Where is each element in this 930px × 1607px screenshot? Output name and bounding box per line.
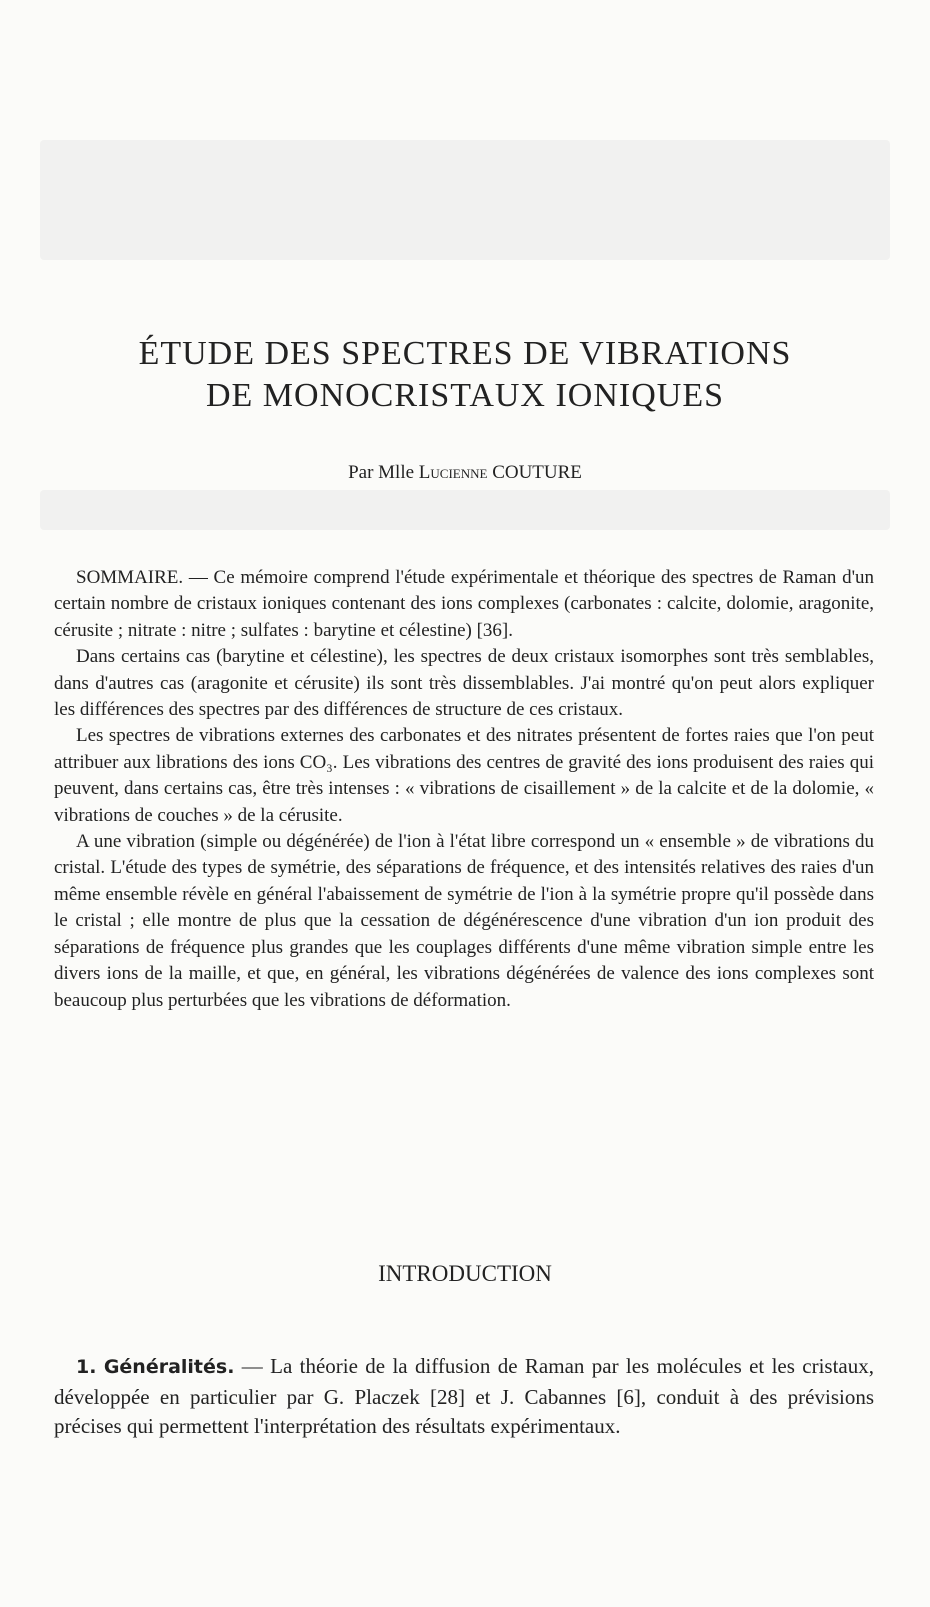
author-line [0, 462, 930, 484]
subsection-text: — La théorie de la diffusion de Raman par les molécules et les cristaux, développée en particulier par G. Placzek [28] et J. Cabannes [6], conduit à des prévisions précises qui permettent l'interprétation des résultats expérimentaux. [54, 1354, 875, 1438]
author-last-name: COUTURE [492, 462, 582, 483]
show-through-band [40, 140, 890, 260]
abstract [54, 565, 874, 1014]
subsection-number: 1. [76, 1356, 97, 1378]
author-first-name: Lucienne [418, 462, 488, 483]
abstract-paragraph: SOMMAIRE. — Ce mémoire comprend l'étude expérimentale et théorique des spectres de Raman d'un certain nombre de cristaux ioniques contenant des ions complexes (carbonates : calcite, dolomie, aragonite, cérusite ; nitrate : nitre ; sulfates : barytine et célestine) [36]. [54, 567, 874, 641]
show-through-band [40, 490, 890, 530]
paper-title-line-1: ÉTUDE DES SPECTRES DE VIBRATIONS [138, 335, 792, 372]
abstract-paragraph: A une vibration (simple ou dégénérée) de l'ion à l'état libre correspond un « ensemble » de vibrations du cristal. L'étude des types de symétrie, des séparations de fréquence, et des intensités relatives des raies d'un même ensemble révèle en général l'abaissement de symétrie de l'ion à la symétrie propre qu'il possède dans le cristal ; elle montre de plus que la cessation de dégénérescence d'une vibration d'un ion produit des séparations de fréquence plus grandes que les couplages différents d'une même vibration simple entre les divers ions de la maille, et que, en général, les vibrations dégénérées de valence des ions complexes sont beaucoup plus perturbées que les vibrations de déformation. [54, 831, 874, 1011]
subsection-title: Généralités. [103, 1356, 235, 1378]
abstract-paragraph: Les spectres de vibrations externes des carbonates et des nitrates présentent de fortes raies que l'on peut attribuer aux librations des ions CO₃. Les vibrations des centres de gravité des ions produisent des raies qui peuvent, dans certains cas, être très intenses : « vibrations de cisaillement » de la calcite et de la dolomie, « vibrations de couches » de la cérusite. [54, 725, 874, 826]
paper-title-line-2: DE MONOCRISTAUX IONIQUES [205, 377, 725, 414]
body-text [54, 1352, 874, 1442]
subsection-paragraph [54, 1352, 874, 1442]
author-prefix: Par Mlle [348, 462, 415, 483]
section-heading: INTRODUCTION [378, 1261, 552, 1286]
abstract-paragraph: Dans certains cas (barytine et célestine), les spectres de deux cristaux isomorphes sont très semblables, dans d'autres cas (aragonite et cérusite) ils sont très dissemblables. J'ai montré qu'on peut alors expliquer les différences des spectres par des différences de structure de ces cristaux. [54, 646, 874, 721]
